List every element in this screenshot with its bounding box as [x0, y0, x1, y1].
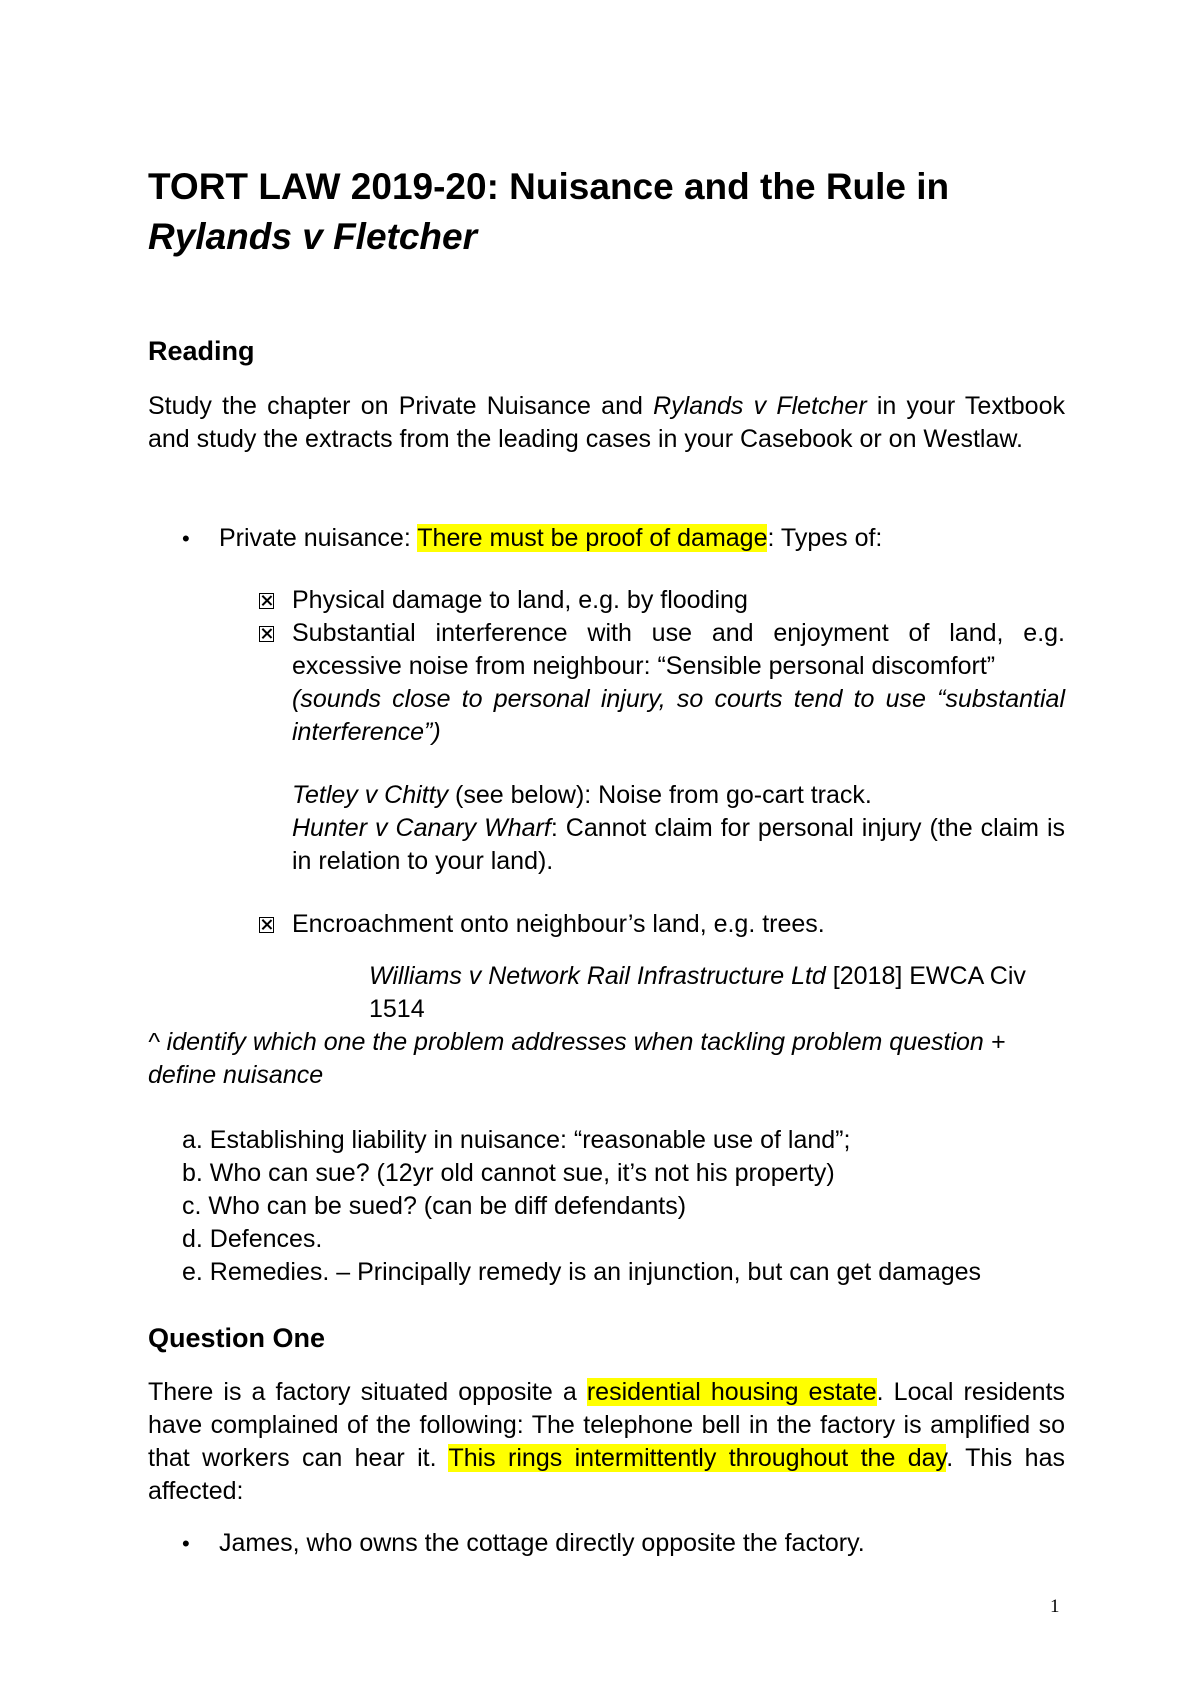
substantial-interference-note: (sounds close to personal injury, so courts tend to use “substantial interference”) [292, 685, 1065, 746]
case-hunter-v-canary-wharf [292, 812, 1065, 878]
list-item: d. Defences. [182, 1225, 323, 1253]
identify-note: ^ identify which one the problem addresses when tackling problem question + define nuisance [148, 1028, 1006, 1089]
checkbox-icon [259, 917, 274, 933]
list-item: e. Remedies. – Principally remedy is an injunction, but can get damages [182, 1258, 982, 1286]
page-number: 1 [1050, 1596, 1060, 1617]
title-case-name: Rylands v Fletcher [148, 216, 478, 257]
document-title [148, 162, 1065, 262]
q1-text-a: There is a factory situated opposite a [148, 1378, 587, 1406]
list-item: b. Who can sue? (12yr old cannot sue, it’s not his property) [182, 1159, 835, 1187]
title-line-2 [148, 212, 1065, 262]
private-nuisance-line [219, 522, 1065, 555]
proof-of-damage-highlight: There must be proof of damage [417, 524, 768, 552]
reading-heading: Reading [148, 336, 255, 366]
title-line-1: TORT LAW 2019-20: Nuisance and the Rule in [148, 166, 950, 207]
question-one-paragraph [148, 1376, 1065, 1508]
case-name: Williams v Network Rail Infrastructure Ltd [369, 962, 826, 990]
reading-case: Rylands v Fletcher [653, 392, 867, 420]
bullet-dot: • [182, 526, 190, 551]
q1-text-b: . Local residents have complained of the following: The telephone bell in the factory is amplified so that workers can hear it. [148, 1378, 1065, 1472]
type-item-encroachment: Encroachment onto neighbour’s land, e.g. trees. [292, 910, 825, 938]
issues-list [182, 1124, 1065, 1289]
rings-intermittently-highlight: This rings intermittently throughout the day [448, 1444, 947, 1472]
case-text: [2018] EWCA Civ 1514 [369, 962, 1026, 1023]
list-item: a. Establishing liability in nuisance: “reasonable use of land”; [182, 1126, 851, 1154]
case-tetley-v-chitty [292, 779, 1065, 812]
case-name: Tetley v Chitty [292, 781, 449, 809]
question-one-heading: Question One [148, 1323, 326, 1353]
case-text: : Cannot claim for personal injury (the claim is in relation to your land). [292, 814, 1066, 875]
case-text: (see below): Noise from go-cart track. [448, 781, 872, 809]
case-name: Hunter v Canary Wharf [292, 814, 551, 842]
private-nuisance-tail: : Types of: [767, 524, 883, 552]
q1-text-c: . This has affected: [148, 1444, 1065, 1505]
james-bullet: James, who owns the cottage directly opposite the factory. [219, 1529, 865, 1557]
reading-text-a: Study the chapter on Private Nuisance and [148, 392, 654, 420]
case-williams-v-network-rail [369, 960, 1065, 1026]
type-item-substantial-interference: Substantial interference with use and enjoyment of land, e.g. excessive noise from neighbour: “Sensible personal discomfort” [292, 619, 1065, 680]
type-item-physical-damage: Physical damage to land, e.g. by flooding [292, 586, 748, 614]
checkbox-icon [259, 626, 274, 642]
bullet-dot: • [182, 1531, 190, 1556]
reading-text-b: in your Textbook and study the extracts from the leading cases in your Casebook or on Westlaw. [148, 392, 1065, 453]
checkbox-icon [259, 593, 274, 609]
private-nuisance-lead: Private nuisance: [219, 524, 418, 552]
reading-paragraph [148, 390, 1065, 456]
list-item: c. Who can be sued? (can be diff defendants) [182, 1192, 687, 1220]
residential-estate-highlight: residential housing estate [586, 1378, 877, 1406]
